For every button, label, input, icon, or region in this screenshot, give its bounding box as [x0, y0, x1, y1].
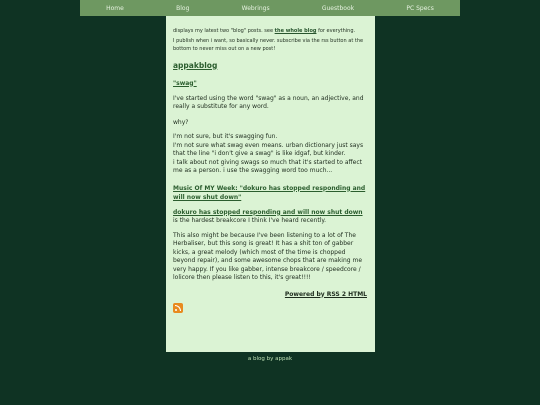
top-nav [80, 0, 460, 16]
post2-paragraph-1-text: is the hardest breakcore I think I've heard recently. [173, 217, 327, 224]
whole-blog-link[interactable]: the whole blog [274, 28, 317, 34]
post1-line-1: I'm not sure, but it's swagging fun. [173, 133, 278, 140]
nav-pc-specs-link[interactable]: PC Specs [406, 4, 434, 12]
intro-line1-text: displays my latest two "blog" posts. see [173, 28, 275, 34]
post1-line-2: I'm not sure what swag even means. urban dictionary just says that the line "i don't give a swag" is like idgaf, but kinder. [173, 141, 364, 157]
post1-paragraph-1: I've started using the word "swag" as a noun, an adjective, and really a substitute for any word. [173, 94, 364, 110]
intro-line1-end: for everything. [316, 28, 356, 34]
nav-home-link[interactable]: Home [106, 4, 124, 12]
intro-subscribe-text: I publish when i want, so basically never. subscribe via the rss button at the bottom to never miss out on a new post! [173, 37, 364, 52]
intro-text [173, 27, 367, 36]
powered-by-link[interactable]: Powered by RSS 2 HTML [284, 290, 367, 298]
powered-by [173, 291, 367, 298]
post2-paragraph-1 [173, 209, 367, 226]
blog-panel [166, 16, 375, 352]
post1-paragraph-3 [173, 133, 367, 176]
dokuro-song-link[interactable]: dokuro has stopped responding and will now shut down [173, 208, 363, 216]
blog-title[interactable]: appakblog [173, 60, 218, 70]
post1-paragraph-2: why? [173, 118, 189, 126]
post-title-music[interactable]: Music Of MY Week: "dokuro has stopped responding and will now shut down" [173, 184, 366, 201]
post2-paragraph-2: This also might be because I've been listening to a lot of The Herbaliser, but this song is great! It has a shit ton of gabber kicks, a great melody (which most of the time is chopped beyond repair), and some awesome chops that are making me very happy. If you like gabber, intense breakcore / speedcore / lolicore then please listen to this, it's great!!!! [173, 231, 363, 281]
post-title-swag[interactable]: "swag" [173, 79, 197, 87]
nav-guestbook-link[interactable]: Guestbook [321, 4, 355, 12]
post1-line-3: i talk about not giving swags so much that it's started to affect me as a person. i use the swagging word too much... [173, 158, 362, 174]
footer-text: a blog by appak [247, 356, 293, 362]
nav-blog-link[interactable]: Blog [176, 4, 190, 12]
nav-webrings-link[interactable]: Webrings [241, 4, 270, 12]
rss-icon[interactable] [173, 303, 183, 313]
